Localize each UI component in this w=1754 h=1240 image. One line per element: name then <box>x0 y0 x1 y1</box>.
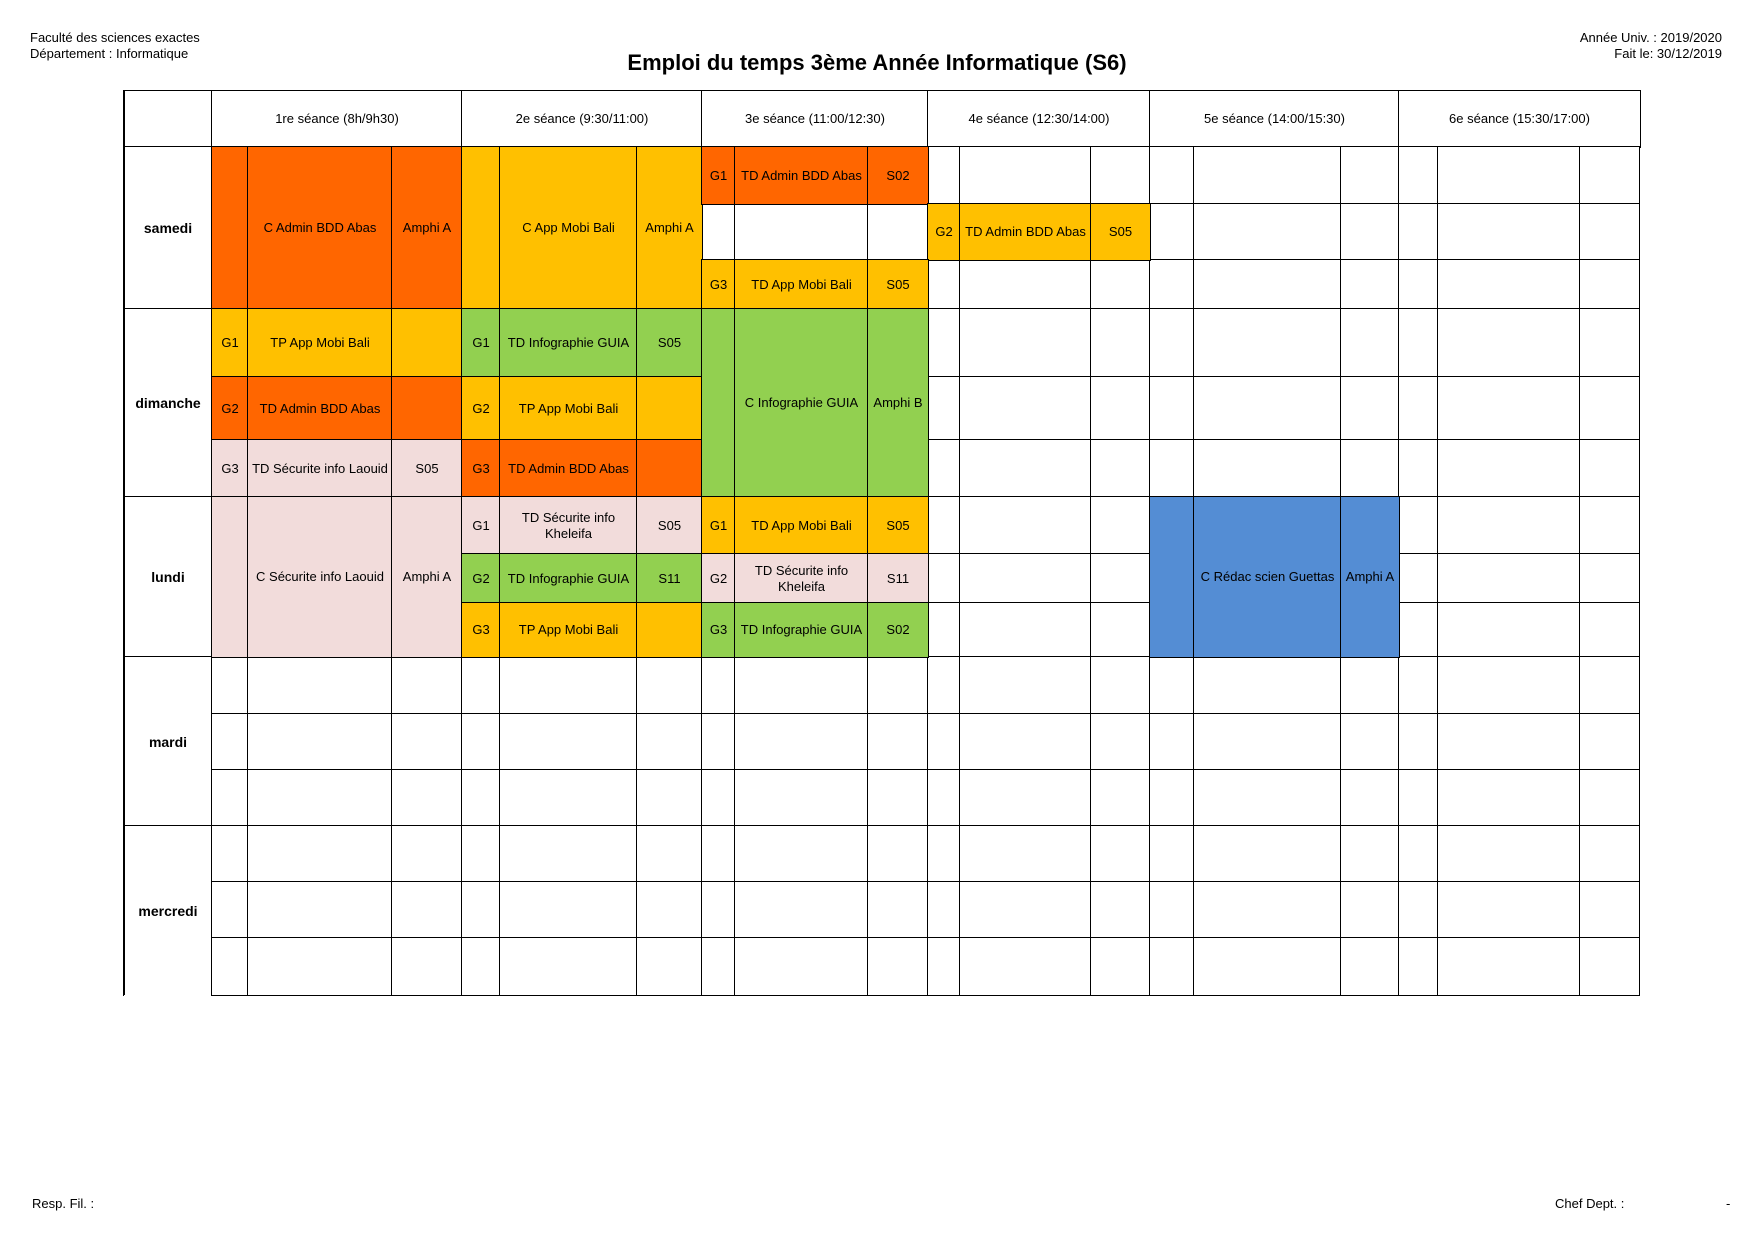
group-cell: G3 <box>461 602 501 658</box>
empty-cell <box>1579 602 1640 658</box>
faculty-label: Faculté des sciences exactes <box>30 30 200 45</box>
empty-cell <box>636 769 703 827</box>
empty-cell <box>1398 203 1439 261</box>
empty-cell <box>211 713 249 771</box>
empty-cell <box>211 937 249 996</box>
empty-cell <box>1437 769 1581 827</box>
empty-cell <box>1398 881 1439 939</box>
group-cell <box>701 308 736 498</box>
empty-cell <box>1090 146 1151 205</box>
course-cell: TD Sécurite info Kheleifa <box>734 553 869 604</box>
empty-cell <box>1437 553 1581 604</box>
empty-cell <box>247 937 393 996</box>
empty-cell <box>1193 881 1342 939</box>
empty-cell <box>1579 769 1640 827</box>
empty-cell <box>1579 881 1640 939</box>
day-label-mercredi: mercredi <box>123 825 213 996</box>
session-header-5: 5e séance (14:00/15:30) <box>1149 90 1400 148</box>
empty-cell <box>1437 146 1581 205</box>
empty-cell <box>1193 146 1342 205</box>
room-cell <box>391 376 463 441</box>
empty-cell <box>867 937 929 996</box>
empty-cell <box>734 937 869 996</box>
empty-cell <box>1340 308 1400 378</box>
room-cell: S02 <box>867 602 929 658</box>
course-cell: C Sécurite info Laouid <box>247 496 393 658</box>
empty-cell <box>927 376 961 441</box>
empty-cell <box>1193 937 1342 996</box>
empty-cell <box>247 656 393 715</box>
empty-cell <box>867 881 929 939</box>
empty-cell <box>1398 308 1439 378</box>
empty-cell <box>1090 656 1151 715</box>
empty-cell <box>927 656 961 715</box>
empty-cell <box>867 769 929 827</box>
course-cell: TD Sécurite info Laouid <box>247 439 393 498</box>
course-cell: TD Admin BDD Abas <box>247 376 393 441</box>
academic-year-label: Année Univ. : 2019/2020 <box>1579 30 1722 45</box>
empty-cell <box>701 881 736 939</box>
room-cell: S11 <box>636 553 703 604</box>
empty-cell <box>867 203 929 261</box>
group-cell: G1 <box>701 146 736 205</box>
empty-cell <box>1090 496 1151 555</box>
empty-cell <box>1398 602 1439 658</box>
empty-cell <box>959 656 1092 715</box>
empty-cell <box>1579 376 1640 441</box>
day-label-samedi: samedi <box>123 146 213 310</box>
empty-cell <box>927 496 961 555</box>
empty-cell <box>959 713 1092 771</box>
empty-cell <box>1437 937 1581 996</box>
room-cell: Amphi A <box>391 496 463 658</box>
empty-cell <box>959 937 1092 996</box>
empty-cell <box>734 769 869 827</box>
day-label-mardi: mardi <box>123 656 213 827</box>
course-cell: C Infographie GUIA <box>734 308 869 498</box>
empty-cell <box>636 656 703 715</box>
empty-cell <box>1340 259 1400 310</box>
room-cell: S02 <box>867 146 929 205</box>
empty-cell <box>1090 769 1151 827</box>
empty-cell <box>701 825 736 883</box>
room-cell: Amphi B <box>867 308 929 498</box>
group-cell <box>461 146 501 310</box>
day-label-dimanche: dimanche <box>123 308 213 498</box>
group-cell: G3 <box>461 439 501 498</box>
group-cell: G1 <box>461 308 501 378</box>
empty-cell <box>461 769 501 827</box>
empty-cell <box>211 881 249 939</box>
empty-cell <box>959 308 1092 378</box>
empty-cell <box>636 937 703 996</box>
empty-cell <box>927 146 961 205</box>
empty-cell <box>247 769 393 827</box>
course-cell: TD Admin BDD Abas <box>959 203 1092 261</box>
room-cell: S05 <box>1090 203 1151 261</box>
empty-cell <box>1398 937 1439 996</box>
empty-cell <box>1090 937 1151 996</box>
empty-cell <box>1398 376 1439 441</box>
empty-cell <box>959 146 1092 205</box>
empty-cell <box>1398 553 1439 604</box>
group-cell: G2 <box>461 376 501 441</box>
session-header-2: 2e séance (9:30/11:00) <box>461 90 703 148</box>
empty-cell <box>1579 553 1640 604</box>
empty-cell <box>1579 146 1640 205</box>
session-header-1: 1re séance (8h/9h30) <box>211 90 463 148</box>
empty-cell <box>1149 146 1195 205</box>
empty-cell <box>927 881 961 939</box>
empty-cell <box>1193 308 1342 378</box>
empty-cell <box>1340 769 1400 827</box>
empty-cell <box>461 881 501 939</box>
course-cell: TD Sécurite info Kheleifa <box>499 496 638 555</box>
course-cell: TP App Mobi Bali <box>499 376 638 441</box>
empty-cell <box>959 439 1092 498</box>
course-cell: TD App Mobi Bali <box>734 259 869 310</box>
room-cell: Amphi A <box>636 146 703 310</box>
group-cell <box>1149 496 1195 658</box>
empty-cell <box>1193 713 1342 771</box>
empty-cell <box>1398 439 1439 498</box>
empty-cell <box>734 825 869 883</box>
empty-cell <box>391 937 463 996</box>
empty-cell <box>959 259 1092 310</box>
empty-cell <box>927 553 961 604</box>
group-cell: G2 <box>927 203 961 261</box>
course-cell: TD Infographie GUIA <box>499 553 638 604</box>
empty-cell <box>1579 259 1640 310</box>
empty-cell <box>499 881 638 939</box>
group-cell: G2 <box>461 553 501 604</box>
empty-cell <box>927 825 961 883</box>
course-cell: TD Admin BDD Abas <box>734 146 869 205</box>
empty-cell <box>734 713 869 771</box>
department-label: Département : Informatique <box>30 46 189 61</box>
empty-cell <box>1398 825 1439 883</box>
empty-cell <box>1149 881 1195 939</box>
empty-cell <box>1579 937 1640 996</box>
empty-cell <box>1398 769 1439 827</box>
room-cell <box>636 376 703 441</box>
empty-cell <box>927 937 961 996</box>
empty-cell <box>1193 376 1342 441</box>
session-header-6: 6e séance (15:30/17:00) <box>1398 90 1641 148</box>
empty-cell <box>1090 308 1151 378</box>
empty-cell <box>927 602 961 658</box>
empty-cell <box>211 825 249 883</box>
empty-cell <box>1340 713 1400 771</box>
empty-cell <box>1340 439 1400 498</box>
empty-cell <box>1340 937 1400 996</box>
empty-cell <box>1340 376 1400 441</box>
empty-cell <box>1340 825 1400 883</box>
empty-cell <box>461 937 501 996</box>
empty-cell <box>499 769 638 827</box>
room-cell: S05 <box>867 259 929 310</box>
empty-cell <box>636 825 703 883</box>
empty-cell <box>211 656 249 715</box>
course-cell: C Rédac scien Guettas <box>1193 496 1342 658</box>
room-cell: S05 <box>867 496 929 555</box>
course-cell: C Admin BDD Abas <box>247 146 393 310</box>
issued-date-label: Fait le: 30/12/2019 <box>1614 46 1722 61</box>
group-cell: G1 <box>701 496 736 555</box>
room-cell: S05 <box>636 496 703 555</box>
empty-cell <box>701 656 736 715</box>
empty-cell <box>499 656 638 715</box>
page-title: Emploi du temps 3ème Année Informatique (S6) <box>627 50 1127 75</box>
corner-cell <box>123 90 213 148</box>
empty-cell <box>1437 825 1581 883</box>
empty-cell <box>1437 203 1581 261</box>
group-cell: G3 <box>211 439 249 498</box>
room-cell <box>636 439 703 498</box>
empty-cell <box>499 713 638 771</box>
empty-cell <box>1579 203 1640 261</box>
empty-cell <box>461 825 501 883</box>
empty-cell <box>1149 259 1195 310</box>
empty-cell <box>636 881 703 939</box>
empty-cell <box>1340 203 1400 261</box>
empty-cell <box>1437 439 1581 498</box>
empty-cell <box>701 203 736 261</box>
course-cell: C App Mobi Bali <box>499 146 638 310</box>
empty-cell <box>1579 825 1640 883</box>
empty-cell <box>391 769 463 827</box>
empty-cell <box>461 713 501 771</box>
room-cell: S11 <box>867 553 929 604</box>
empty-cell <box>1090 553 1151 604</box>
course-cell: TD Infographie GUIA <box>499 308 638 378</box>
empty-cell <box>1398 146 1439 205</box>
empty-cell <box>959 496 1092 555</box>
empty-cell <box>1579 713 1640 771</box>
empty-cell <box>1398 496 1439 555</box>
empty-cell <box>959 553 1092 604</box>
course-cell: TD Admin BDD Abas <box>499 439 638 498</box>
empty-cell <box>1193 769 1342 827</box>
empty-cell <box>391 825 463 883</box>
empty-cell <box>1090 713 1151 771</box>
empty-cell <box>1090 376 1151 441</box>
empty-cell <box>1437 376 1581 441</box>
empty-cell <box>1090 602 1151 658</box>
empty-cell <box>1149 439 1195 498</box>
empty-cell <box>1437 881 1581 939</box>
empty-cell <box>1579 656 1640 715</box>
session-header-3: 3e séance (11:00/12:30) <box>701 90 929 148</box>
empty-cell <box>1149 825 1195 883</box>
empty-cell <box>1437 259 1581 310</box>
room-cell: Amphi A <box>391 146 463 310</box>
empty-cell <box>391 881 463 939</box>
empty-cell <box>927 439 961 498</box>
group-cell: G3 <box>701 259 736 310</box>
empty-cell <box>499 937 638 996</box>
empty-cell <box>1149 376 1195 441</box>
course-cell: TP App Mobi Bali <box>247 308 393 378</box>
empty-cell <box>1340 146 1400 205</box>
empty-cell <box>701 769 736 827</box>
empty-cell <box>499 825 638 883</box>
empty-cell <box>1090 881 1151 939</box>
empty-cell <box>1149 203 1195 261</box>
empty-cell <box>1090 439 1151 498</box>
course-cell: TP App Mobi Bali <box>499 602 638 658</box>
room-cell: S05 <box>636 308 703 378</box>
empty-cell <box>1090 825 1151 883</box>
room-cell: S05 <box>391 439 463 498</box>
empty-cell <box>1579 496 1640 555</box>
empty-cell <box>1437 496 1581 555</box>
empty-cell <box>391 713 463 771</box>
empty-cell <box>1398 259 1439 310</box>
empty-cell <box>1149 769 1195 827</box>
empty-cell <box>1193 656 1342 715</box>
session-header-4: 4e séance (12:30/14:00) <box>927 90 1151 148</box>
group-cell: G1 <box>461 496 501 555</box>
group-cell: G2 <box>211 376 249 441</box>
empty-cell <box>927 769 961 827</box>
chef-dept-label: Chef Dept. : <box>1555 1196 1625 1211</box>
empty-cell <box>1340 881 1400 939</box>
room-cell <box>391 308 463 378</box>
empty-cell <box>927 308 961 378</box>
empty-cell <box>959 825 1092 883</box>
empty-cell <box>1437 308 1581 378</box>
empty-cell <box>867 656 929 715</box>
empty-cell <box>1579 308 1640 378</box>
empty-cell <box>959 769 1092 827</box>
empty-cell <box>211 769 249 827</box>
empty-cell <box>1437 713 1581 771</box>
empty-cell <box>1090 259 1151 310</box>
empty-cell <box>701 713 736 771</box>
empty-cell <box>1398 713 1439 771</box>
empty-cell <box>867 713 929 771</box>
empty-cell <box>247 881 393 939</box>
empty-cell <box>1149 713 1195 771</box>
course-cell: TD App Mobi Bali <box>734 496 869 555</box>
empty-cell <box>734 203 869 261</box>
course-cell: TD Infographie GUIA <box>734 602 869 658</box>
resp-fil-label: Resp. Fil. : <box>32 1196 95 1211</box>
empty-cell <box>636 713 703 771</box>
empty-cell <box>461 656 501 715</box>
empty-cell <box>1437 656 1581 715</box>
group-cell: G1 <box>211 308 249 378</box>
empty-cell <box>1398 656 1439 715</box>
empty-cell <box>927 713 961 771</box>
footer-dash: - <box>1726 1196 1731 1211</box>
empty-cell <box>959 376 1092 441</box>
room-cell: Amphi A <box>1340 496 1400 658</box>
empty-cell <box>867 825 929 883</box>
empty-cell <box>959 881 1092 939</box>
empty-cell <box>1579 439 1640 498</box>
group-cell: G2 <box>701 553 736 604</box>
empty-cell <box>1193 439 1342 498</box>
group-cell: G3 <box>701 602 736 658</box>
group-cell <box>211 146 249 310</box>
empty-cell <box>1193 203 1342 261</box>
empty-cell <box>1149 937 1195 996</box>
empty-cell <box>247 713 393 771</box>
empty-cell <box>734 656 869 715</box>
empty-cell <box>1437 602 1581 658</box>
empty-cell <box>701 937 736 996</box>
empty-cell <box>1149 656 1195 715</box>
empty-cell <box>959 602 1092 658</box>
group-cell <box>211 496 249 658</box>
empty-cell <box>734 881 869 939</box>
room-cell <box>636 602 703 658</box>
empty-cell <box>1193 825 1342 883</box>
empty-cell <box>1193 259 1342 310</box>
empty-cell <box>247 825 393 883</box>
left-border-line <box>123 90 125 995</box>
empty-cell <box>391 656 463 715</box>
empty-cell <box>1149 308 1195 378</box>
empty-cell <box>927 259 961 310</box>
day-label-lundi: lundi <box>123 496 213 658</box>
empty-cell <box>1340 656 1400 715</box>
